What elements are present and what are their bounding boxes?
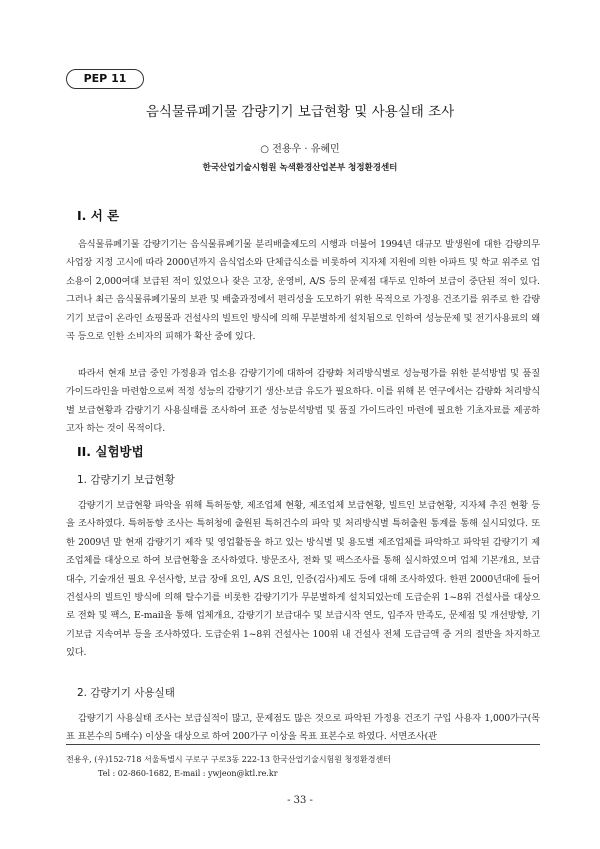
- subsection-1-paragraph-text: 감량기기 보급현황 파악을 위해 특허동향, 제조업체 현황, 제조업체 보급현황, 빌트인 보급현황, 지자체 추진 현황 등을 조사하였다. 특허동향 조사는 특허청에 출원된 특허건수의 파악 및 처리방식별 특허출원 통계를 통해 실시되었다. 또한 2009년 말 현재 감량기기 제작 및 영업활동을 하고 있는 방식별 및 용도별 제조업체를 파악하고 파악된 감량기기 제조업체를 대상으로 하여 보급현황을 조사하였다. 방문조사, 전화 및 팩스조사를 통해 실시하였으며 업체 기본개요, 보급대수, 기술개선 필요 우선사항, 보급 장애 요인, A/S 요인, 인증(검사)제도 등에 대해 조사하였다. 한편 2000년대에 들어 건설사의 빌트인 방식에 의해 탈수기를 비롯한 감량기기가 무분별하게 설치되었는데 도급순위 1~8위 건설사를 대상으로 전화 및 팩스, E-mail을 통해 업체개요, 감량기기 보급대수 및 보급시작 연도, 입주자 만족도, 문제점 및 개선방향, 기기보급 지속여부 등을 조사하였다. 도급순위 1~8위 건설사는 100위 내 건설사 전체 도급금액 중 거의 절반을 차지하고 있다.: [66, 500, 540, 659]
- subsection-2-paragraph-text: 감량기기 사용실태 조사는 보급실적이 많고, 문제점도 많은 것으로 파악된 가정용 건조기 구입 사용자 1,000가구(목표 표본수의 5배수) 이상을 대상으로 하여 200가구 이상을 목표 표본수로 하였다. 서면조사(관: [66, 713, 540, 743]
- authors: ○ 전용우 · 유혜민: [260, 144, 340, 155]
- section-1-heading: I. 서 론: [77, 208, 120, 223]
- intro-paragraph-1: [66, 236, 540, 346]
- section-2-heading: II. 실험방법: [77, 444, 144, 459]
- footnote-contact: Tel : 02-860-1682, E-mail : ywjeon@ktl.re.kr: [98, 769, 278, 778]
- intro-paragraph-2-text: 따라서 현재 보급 중인 가정용과 업소용 감량기기에 대하여 감량화 처리방식별로 성능평가를 위한 분석방법 및 품질 가이드라인을 마련함으로써 적정 성능의 감량기기 생산·보급 유도가 필요하다. 이를 위해 본 연구에서는 감량화 처리방식별 보급현황과 감량기기 사용실태를 조사하여 표준 성능분석방법 및 품질 가이드라인 마련에 필요한 기초자료를 제공하고자 하는 것이 목적이다.: [66, 368, 540, 435]
- subsection-2-heading: 2. 감량기기 사용실태: [77, 687, 175, 699]
- intro-paragraph-2: [66, 365, 540, 439]
- page-number: - 33 -: [287, 795, 313, 806]
- intro-paragraph-1-text: 음식물류폐기물 감량기기는 음식물류폐기물 분리배출제도의 시행과 더불어 1994년 대규모 발생원에 대한 감량의무사업장 지정 고시에 따라 2000년까지 음식업소와 단체급식소를 비롯하여 지자체 지원에 의한 아파트 및 학교 위주로 업소용이 2,000여대 보급된 적이 있었으나 잦은 고장, 운영비, A/S 등의 문제점 대두로 인하여 보급이 중단된 적이 있다. 그러나 최근 음식물류폐기물의 보관 및 배출과정에서 편리성을 도모하기 위한 목적으로 가정용 건조기를 위주로 한 감량기기 보급이 온라인 쇼핑몰과 건설사의 빌트인 방식에 의해 무분별하게 설치됨으로 인하여 성능문제 및 전기사용료의 왜곡 등으로 인한 소비자의 피해가 확산 중에 있다.: [66, 239, 540, 343]
- footnote-divider: [66, 744, 540, 745]
- subsection-1-heading: 1. 감량기기 보급현황: [77, 474, 175, 486]
- footnote-address: 전용우, (우)152-718 서울특별시 구로구 구로3동 222-13 한국산업기술시험원 청정환경센터: [66, 755, 391, 764]
- subsection-1-paragraph: [66, 497, 540, 663]
- subsection-2-paragraph: [66, 710, 540, 743]
- session-tag: PEP 11: [66, 69, 144, 89]
- affiliation: 한국산업기술시험원 녹색환경산업본부 청정환경센터: [202, 163, 398, 173]
- paper-title: 음식물류폐기물 감량기기 보급현황 및 사용실태 조사: [145, 104, 455, 120]
